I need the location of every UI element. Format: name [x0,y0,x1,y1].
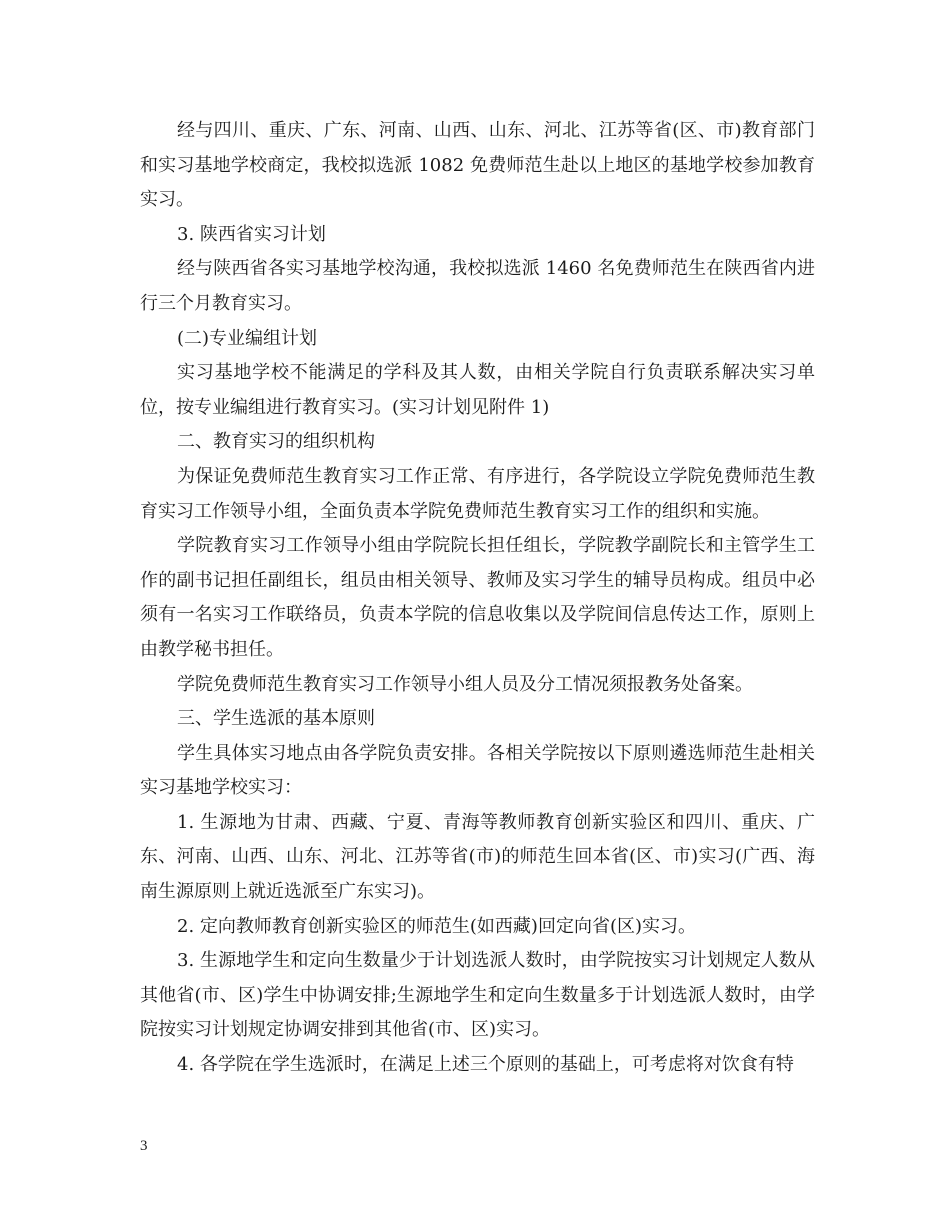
section-heading: (二)专业编组计划 [177,327,318,349]
section-heading: 3. 陕西省实习计划 [177,223,326,245]
list-item: 3. 生源地学生和定向生数量少于计划选派人数时，由学院按实习计划规定人数从其他省(市、区)学生中协调安排;生源地学生和定向生数量多于计划选派人数时，由学院按实习计划规定协调安排到其他省(市、区)实习。 [140,950,815,1041]
paragraph: 学院免费师范生教育实习工作领导小组人员及分工情况须报教务处备案。 [177,673,753,695]
paragraph: 经与陕西省各实习基地学校沟通，我校拟选派 1460 名免费师范生在陕西省内进行三个月教育实习。 [140,258,815,314]
paragraph: 学生具体实习地点由各学院负责安排。各相关学院按以下原则遴选师范生赴相关实习基地学校实习： [140,742,815,799]
list-item: 1. 生源地为甘肃、西藏、宁夏、青海等教师教育创新实验区和四川、重庆、广东、河南、山西、山东、河北、江苏等省(市)的师范生回本省(区、市)实习(广西、海南生源原则上就近选派至广东实习)。 [140,811,815,903]
section-heading: 三、学生选派的基本原则 [177,708,375,730]
paragraph: 实习基地学校不能满足的学科及其人数，由相关学院自行负责联系解决实习单位，按专业编组进行教育实习。(实习计划见附件 1) [140,362,815,418]
paragraph: 为保证免费师范生教育实习工作正常、有序进行，各学院设立学院免费师范生教育实习工作领导小组，全面负责本学院免费师范生教育实习工作的组织和实施。 [140,465,815,522]
paragraph: 学院教育实习工作领导小组由学院院长担任组长，学院教学副院长和主管学生工作的副书记担任副组长，组员由相关领导、教师及实习学生的辅导员构成。组员中必须有一名实习工作联络员，负责本学院的信息收集以及学院间信息传达工作，原则上由教学秘书担任。 [140,535,815,660]
paragraph: 经与四川、重庆、广东、河南、山西、山东、河北、江苏等省(区、市)教育部门和实习基地学校商定，我校拟选派 1082 免费师范生赴以上地区的基地学校参加教育实习。 [140,120,815,211]
document-body [140,114,815,1083]
list-item: 4. 各学院在学生选派时，在满足上述三个原则的基础上，可考虑将对饮食有特 [177,1054,794,1076]
list-item: 2. 定向教师教育创新实验区的师范生(如西藏)回定向省(区)实习。 [177,915,696,937]
section-heading: 二、教育实习的组织机构 [177,431,375,453]
page-number: 3 [140,1138,148,1154]
